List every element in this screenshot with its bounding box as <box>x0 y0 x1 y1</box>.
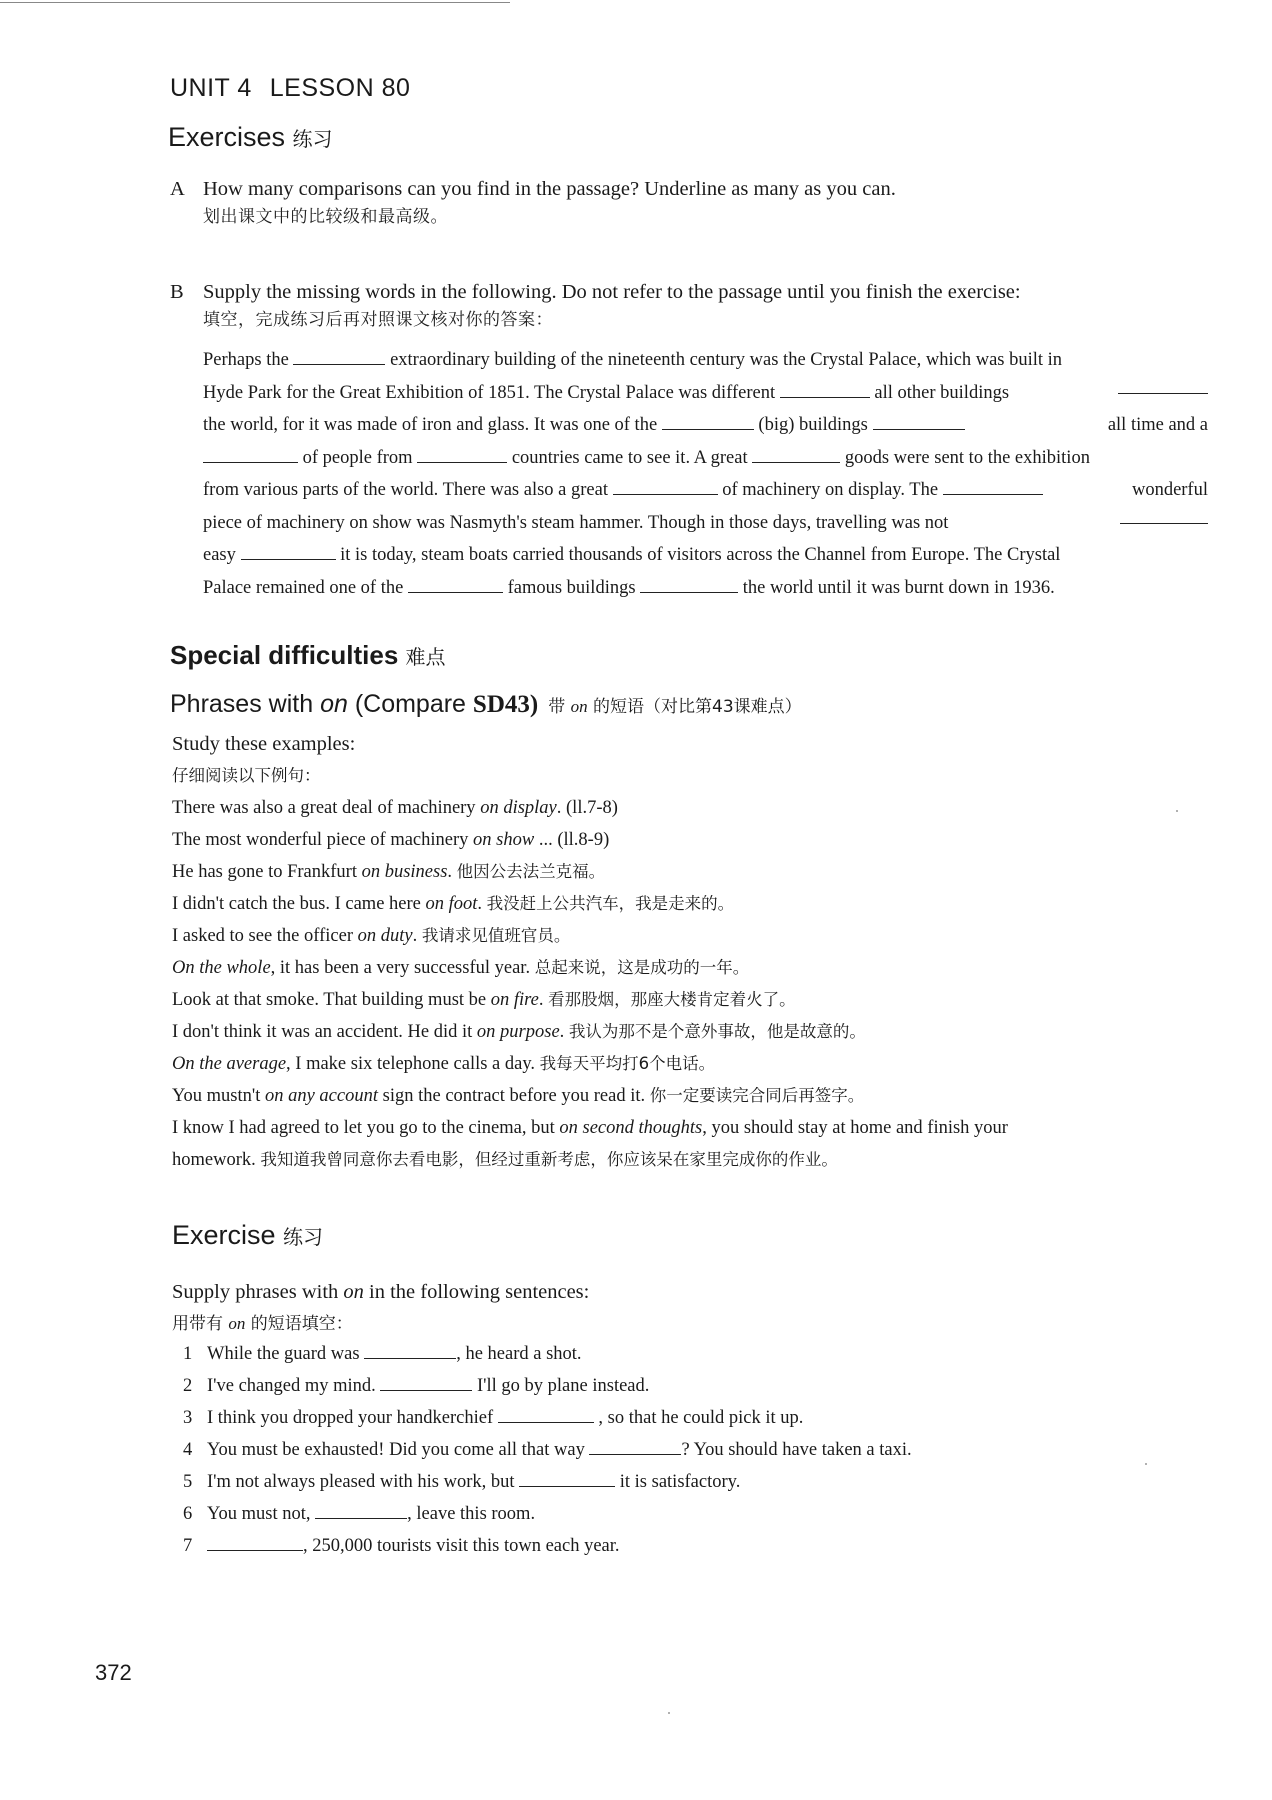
exercise-a-label: A <box>170 178 185 200</box>
phrases-zh-text: 带 <box>548 697 566 717</box>
phrases-title-compare: (Compare <box>347 690 473 718</box>
answer-blank[interactable] <box>380 1374 472 1391</box>
exercise-b-instruction-zh: 填空，完成练习后再对照课文核对你的答案： <box>203 310 553 330</box>
example-sentence <box>172 856 1212 888</box>
fill-in-passage <box>203 344 1208 604</box>
exercise-b-body <box>203 278 1208 334</box>
answer-blank[interactable] <box>364 1342 456 1359</box>
exercise-item <box>183 1434 912 1466</box>
example-text: I don't think it was an accident. He did it <box>172 1022 477 1042</box>
passage-text: the world, for it was made of iron and glass. It was one of the <box>203 415 658 435</box>
example-zh: 我请求见值班官员。 <box>421 926 571 945</box>
item-text: I've changed my mind. <box>207 1376 381 1396</box>
example-sentence <box>172 1048 1212 1080</box>
passage-text: Hyde Park for the Great Exhibition of 1851. The Crystal Palace was different <box>203 382 776 403</box>
item-text: You must be exhausted! Did you come all that way <box>207 1440 590 1460</box>
exercises-title-en: Exercises <box>168 122 286 152</box>
item-text: , leave this room. <box>407 1504 536 1524</box>
example-zh: 总起来说，这是成功的一年。 <box>534 958 750 977</box>
example-text: You mustn't <box>172 1086 265 1106</box>
example-phrase: on fire <box>490 990 539 1010</box>
item-text: I'm not always pleased with his work, but <box>207 1472 520 1492</box>
example-phrase: on purpose <box>476 1022 560 1042</box>
answer-blank[interactable] <box>408 576 503 593</box>
item-number: 3 <box>183 1408 193 1428</box>
example-text: . <box>559 1022 569 1042</box>
example-text: ... (ll.8-9) <box>534 830 610 850</box>
item-text: , he heard a shot. <box>456 1344 582 1364</box>
passage-text: of machinery on display. The <box>722 480 939 500</box>
example-zh: 你一定要读完合同后再签字。 <box>649 1086 865 1105</box>
example-zh: 我认为那不是个意外事故，他是故意的。 <box>568 1022 866 1041</box>
example-phrase: on duty <box>357 926 413 946</box>
example-text: . <box>538 990 549 1010</box>
example-text: I asked to see the officer <box>172 926 358 946</box>
example-sentence <box>172 888 1212 920</box>
item-text: While the guard was <box>207 1344 365 1364</box>
exercises-title-zh: 练习 <box>292 127 333 151</box>
item-number: 6 <box>183 1504 193 1524</box>
example-zh: 我知道我曾同意你去看电影，但经过重新考虑，你应该呆在家里完成你的作业。 <box>260 1150 838 1169</box>
exercise-a-body <box>203 175 1208 231</box>
example-text: sign the contract before you read it. <box>378 1086 650 1106</box>
example-phrase: On the whole <box>172 958 271 978</box>
passage-line <box>203 442 1208 475</box>
answer-blank[interactable] <box>780 381 870 398</box>
example-sentence <box>172 1080 1212 1112</box>
exercise-heading <box>172 1220 323 1251</box>
passage-text: all time and a <box>1107 415 1208 435</box>
passage-text: goods were sent to the exhibition <box>844 447 1090 468</box>
passage-text: countries came to see it. A great <box>511 447 748 468</box>
example-zh: 他因公去法兰克福。 <box>456 862 606 881</box>
exercise-a-instruction-zh: 划出课文中的比较级和最高级。 <box>203 207 448 227</box>
exercises-heading <box>168 122 333 153</box>
passage-text: extraordinary building of the nineteenth century was the Crystal Palace, which was built in <box>390 350 1063 370</box>
passage-text: of people from <box>302 447 413 468</box>
scan-speck <box>1145 1463 1147 1465</box>
answer-blank[interactable] <box>943 478 1043 495</box>
example-phrase: on business <box>361 862 448 882</box>
exercise-instruction-zh <box>172 1308 589 1340</box>
example-text: . (ll.7-8) <box>556 798 618 818</box>
item-number: 4 <box>183 1440 193 1460</box>
item-text: ? You should have taken a taxi. <box>681 1440 912 1460</box>
passage-line <box>203 377 1208 410</box>
example-phrase: on any account <box>264 1086 378 1106</box>
item-text: You must not, <box>207 1504 316 1524</box>
exercise-a-instruction: How many comparisons can you find in the passage? Underline as many as you can. <box>203 178 896 200</box>
answer-blank[interactable] <box>662 413 754 430</box>
example-sentence <box>172 952 1212 984</box>
answer-blank[interactable] <box>498 1406 594 1423</box>
instruction-zh-text: 用带有 <box>172 1314 229 1334</box>
example-text: There was also a great deal of machinery <box>172 798 481 818</box>
answer-blank[interactable] <box>873 413 965 430</box>
answer-blank[interactable] <box>1120 507 1208 524</box>
example-text: The most wonderful piece of machinery <box>172 830 474 850</box>
answer-blank[interactable] <box>241 543 336 560</box>
example-sentence <box>172 920 1212 952</box>
exercise-title-zh: 练习 <box>283 1225 324 1249</box>
passage-line <box>203 409 1208 442</box>
passage-text: famous buildings <box>507 577 636 598</box>
answer-blank[interactable] <box>1118 377 1208 394</box>
passage-text: easy <box>203 545 236 565</box>
special-title-zh: 难点 <box>405 645 446 669</box>
instruction-zh-text: 的短语填空： <box>245 1314 353 1334</box>
answer-blank[interactable] <box>640 576 738 593</box>
instruction-text: in the following sentences: <box>363 1281 590 1303</box>
answer-blank[interactable] <box>417 446 507 463</box>
passage-text: wonderful <box>1131 480 1208 500</box>
example-sentence <box>172 984 1212 1016</box>
item-text: I think you dropped your handkerchief <box>207 1408 498 1428</box>
phrases-title-zh <box>548 697 801 717</box>
examples-block <box>172 728 1212 1176</box>
exercise-instruction-en <box>172 1276 589 1308</box>
exercise-b-instruction: Supply the missing words in the following. Do not refer to the passage until you finish the exercise: <box>203 281 1021 303</box>
special-title-en: Special difficulties <box>170 640 399 670</box>
example-text: , you should stay at home and finish your <box>702 1118 1008 1138</box>
exercise-title-en: Exercise <box>172 1220 276 1250</box>
item-text: , so that he could pick it up. <box>593 1408 804 1428</box>
passage-line <box>203 474 1208 507</box>
instruction-zh-on: on <box>228 1314 246 1333</box>
example-phrase: on foot <box>425 894 478 914</box>
passage-line <box>203 507 1208 540</box>
example-phrase: on show <box>473 830 535 850</box>
passage-text: it is today, steam boats carried thousands of visitors across the Channel from Europe. The Crystal <box>340 545 1061 565</box>
passage-text: Perhaps the <box>203 350 289 370</box>
answer-blank[interactable] <box>293 348 385 365</box>
phrases-heading <box>170 690 802 719</box>
exercise-item <box>183 1530 912 1562</box>
phrases-zh-text: 的短语（对比第43课难点） <box>593 697 802 717</box>
example-text: , I make six telephone calls a day. <box>286 1054 540 1074</box>
item-text: , 250,000 tourists visit this town each year. <box>303 1536 620 1556</box>
exercise-item <box>183 1338 912 1370</box>
scan-speck <box>668 1712 670 1714</box>
lesson-label: LESSON 80 <box>269 74 411 102</box>
passage-text: all other buildings <box>874 382 1010 403</box>
example-zh: 看那股烟，那座大楼肯定着火了。 <box>548 990 796 1009</box>
answer-blank[interactable] <box>752 446 840 463</box>
passage-line <box>203 572 1208 605</box>
page-number: 372 <box>95 1660 132 1685</box>
exercise-instruction <box>172 1276 589 1340</box>
item-number: 7 <box>183 1536 193 1556</box>
item-text: it is satisfactory. <box>615 1472 741 1492</box>
item-number: 5 <box>183 1472 193 1492</box>
example-text: , it has been a very successful year. <box>270 958 535 978</box>
item-number: 1 <box>183 1344 193 1364</box>
instruction-on: on <box>343 1281 364 1303</box>
scan-speck <box>1176 810 1178 812</box>
exercise-items <box>183 1338 912 1562</box>
passage-line <box>203 344 1208 377</box>
top-rule <box>0 2 510 3</box>
exercise-item <box>183 1402 912 1434</box>
unit-lesson-heading <box>170 74 410 103</box>
exercise-item <box>183 1466 912 1498</box>
study-instruction: Study these examples: <box>172 733 356 755</box>
passage-text: Palace remained one of the <box>203 577 404 598</box>
example-phrase: on display <box>480 798 557 818</box>
example-zh: 我没赶上公共汽车，我是走来的。 <box>486 894 735 913</box>
example-sentence <box>172 792 1212 824</box>
phrases-title-on: on <box>320 690 348 718</box>
passage-text: piece of machinery on show was Nasmyth's steam hammer. Though in those days, travelling was not <box>203 512 949 533</box>
example-text: . <box>447 862 457 882</box>
exercise-item <box>183 1498 912 1530</box>
special-difficulties-heading <box>170 640 446 671</box>
passage-text: (big) buildings <box>758 415 868 435</box>
example-text: . <box>412 926 422 946</box>
item-text: I'll go by plane instead. <box>472 1376 650 1396</box>
example-zh: 我每天平均打6个电话。 <box>539 1054 716 1073</box>
example-phrase: on second thoughts <box>559 1118 703 1138</box>
example-text: I didn't catch the bus. I came here <box>172 894 426 914</box>
passage-text: the world until it was burnt down in 1936. <box>742 577 1055 598</box>
answer-blank[interactable] <box>519 1470 615 1487</box>
example-text: . <box>477 894 487 914</box>
answer-blank[interactable] <box>203 446 298 463</box>
study-instruction-zh: 仔细阅读以下例句： <box>172 766 321 785</box>
example-text: Look at that smoke. That building must be <box>172 990 491 1010</box>
example-sentence <box>172 1016 1212 1048</box>
answer-blank[interactable] <box>315 1502 407 1519</box>
exercise-item <box>183 1370 912 1402</box>
item-number: 2 <box>183 1376 193 1396</box>
phrases-title-sd: SD43) <box>472 691 539 718</box>
answer-blank[interactable] <box>613 478 718 495</box>
example-text: I know I had agreed to let you go to the cinema, but <box>172 1118 560 1138</box>
phrases-title-text: Phrases with <box>170 690 321 718</box>
passage-text: from various parts of the world. There was also a great <box>203 480 608 500</box>
phrases-zh-on: on <box>570 697 588 716</box>
example-sentence <box>172 824 1212 856</box>
unit-label: UNIT 4 <box>170 74 252 102</box>
exercise-b-label: B <box>170 281 184 303</box>
answer-blank[interactable] <box>589 1438 681 1455</box>
example-text: He has gone to Frankfurt <box>172 862 362 882</box>
passage-line <box>203 539 1208 572</box>
example-phrase: On the average <box>172 1054 287 1074</box>
example-text: homework. <box>172 1150 261 1170</box>
example-sentence <box>172 1144 1212 1176</box>
answer-blank[interactable] <box>207 1534 303 1551</box>
example-sentence <box>172 1112 1212 1144</box>
instruction-text: Supply phrases with <box>172 1281 344 1303</box>
